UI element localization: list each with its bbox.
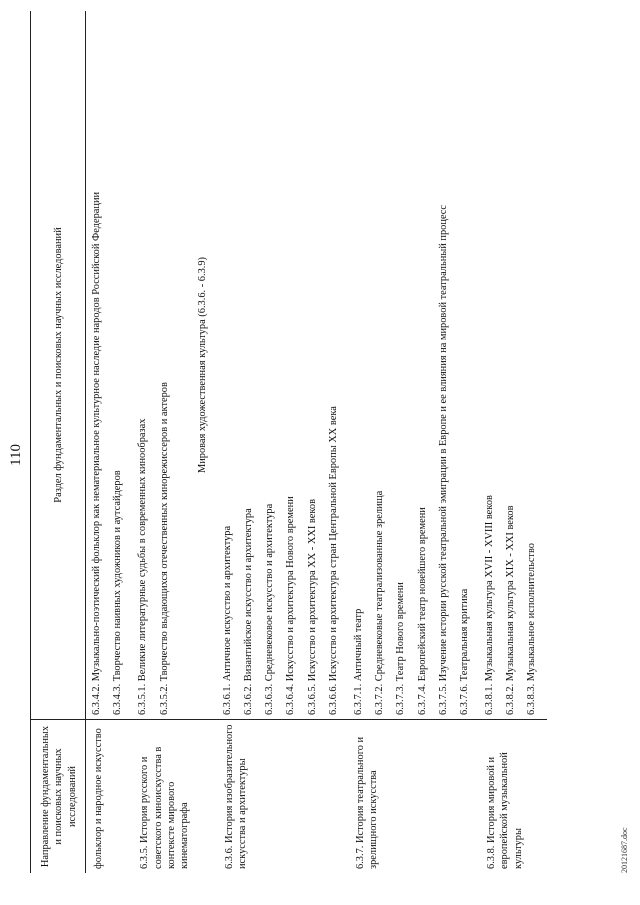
direction-cell	[217, 720, 348, 874]
direction-text: 6.3.5. История русского и советского киноискусства в контексте мирового кинематографа	[139, 746, 191, 869]
section-item: 6.3.6.3. Средневековое искусство и архитектура	[264, 503, 276, 715]
section-cell	[86, 11, 133, 720]
section-item: 6.3.6.6. Искусство и архитектура стран Центральной Европы XX века	[327, 406, 339, 715]
section-item: 6.3.7.2. Средневековые театрализованные зрелища	[374, 490, 386, 715]
page-number: 110	[8, 444, 24, 466]
section-cell	[348, 11, 479, 720]
direction-cell	[479, 720, 547, 874]
section-item: 6.3.6.1. Античное искусство и архитектура	[221, 525, 233, 715]
direction-cell	[348, 720, 479, 874]
direction-text: фольклор и народное искусство	[93, 728, 104, 869]
section-item: 6.3.8.2. Музыкальная культура XIX - XXI веков	[505, 505, 517, 715]
research-directions-table	[30, 11, 547, 873]
direction-text: 6.3.8. История мировой и европейской музыкальной культуры	[486, 752, 524, 869]
section-item: 6.3.7.5. Изучение истории русской театральной эмиграции в Европе и ее влияния на мировой театральный процесс	[437, 204, 449, 715]
table-row	[86, 11, 133, 873]
section-item: 6.3.8.1. Музыкальная культура XVII - XVIII веков	[484, 495, 496, 715]
section-group-heading: Мировая художественная культура (6.3.6. - 6.3.9)	[196, 256, 208, 474]
section-item: 6.3.7.6. Театральная критика	[458, 588, 470, 715]
section-cell	[217, 11, 348, 720]
section-cell	[132, 11, 191, 720]
section-item: 6.3.6.5. Искусство и архитектура XX - XXI веков	[306, 499, 318, 715]
table-row	[192, 11, 217, 873]
section-item: 6.3.8.3. Музыкальное исполнительство	[526, 543, 538, 715]
section-item: 6.3.7.4. Европейский театр новейшего времени	[416, 507, 428, 715]
table-row	[479, 11, 547, 873]
direction-cell	[192, 720, 217, 874]
section-item: 6.3.5.1. Великие литературные судьбы в современных кинообразах	[137, 418, 149, 715]
table-body	[86, 11, 547, 873]
direction-cell	[86, 720, 133, 874]
table-header-row	[31, 11, 86, 873]
section-column-header: Раздел фундаментальных и поисковых научных исследований	[31, 11, 86, 720]
section-item: 6.3.6.4. Искусство и архитектура Нового времени	[285, 496, 297, 715]
section-item: 6.3.7.3. Театр Нового времени	[395, 582, 407, 715]
section-cell	[192, 11, 217, 720]
section-item: 6.3.5.2. Творчество выдающихся отечественных кинорежиссеров и актеров	[158, 382, 170, 715]
section-item: 6.3.7.1. Античный театр	[352, 608, 364, 715]
direction-text: 6.3.7. История театрального и зрелищного искусства	[354, 736, 380, 869]
direction-cell	[132, 720, 191, 874]
direction-text	[192, 724, 198, 869]
section-cell	[479, 11, 547, 720]
table-row	[132, 11, 191, 873]
section-item: 6.3.4.2. Музыкально-поэтический фольклор как нематериальное культурное наследие народов Российской Федерации	[91, 191, 102, 715]
document-filename: 20121687.doc	[620, 827, 629, 873]
section-item: 6.3.4.3. Творчество наивных художников и аутсайдеров	[112, 470, 124, 715]
table-row	[348, 11, 479, 873]
direction-column-header: Направление фундаментальных и поисковых научных исследований	[31, 720, 86, 874]
direction-text: 6.3.6. История изобразительного искусства и архитектуры	[223, 724, 249, 869]
table-row	[217, 11, 348, 873]
section-item: 6.3.6.2. Византийское искусство и архитектура	[243, 508, 254, 715]
